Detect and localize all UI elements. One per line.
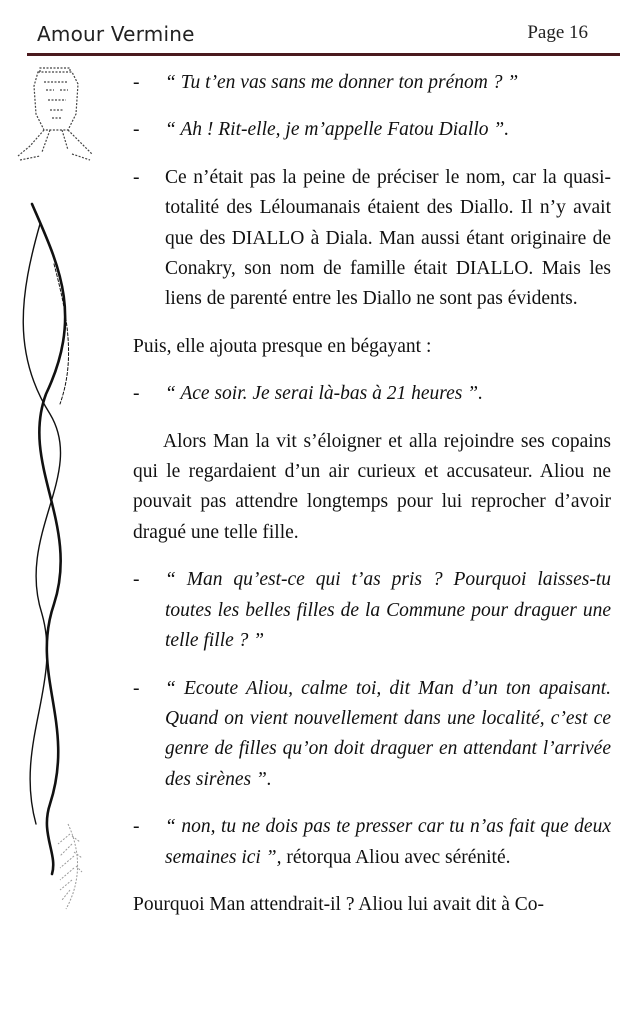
paragraph: Puis, elle ajouta presque en bégayant : <box>133 335 432 357</box>
paragraph: Alors Man la vit s’éloigner et alla rejoindre ses copains qui le regardaient d’un air curieux et accusateur. Aliou ne pouvait pas attendre longtemps pour lui reprocher d’avoir dragué une telle fille. <box>133 430 611 543</box>
narration-text: Ce n’était pas la peine de préciser le nom, car la quasi-totalité des Léloumanais étaient des Diallo. Il n’y avait que des DIALLO à Diala. Man aussi étant originaire de Conakry, son nom de famille était DIALLO. Mais les liens de parenté entre les Diallo ne sont pas évidents. <box>165 166 611 310</box>
feather-sketch-icon <box>58 824 82 909</box>
dialogue-attribution: rétorqua Aliou avec sérénité. <box>281 846 511 868</box>
twisted-vine-icon <box>23 204 68 874</box>
dialogue-dash: - <box>133 816 140 838</box>
narration-bullet <box>133 163 611 315</box>
dialogue-dash: - <box>133 72 140 93</box>
dialogue-dash: - <box>133 166 140 188</box>
dialogue-text: “ Ecoute Aliou, calme toi, dit Man d’un ton apaisant. Quand on vient nouvellement dans une localité, c’est ce genre de filles qu’on doit draguer en attendant l’arrivée des sirènes ”. <box>165 677 611 790</box>
page-number: Page 16 <box>527 22 588 43</box>
dialogue-text: “ non, tu ne dois pas te presser car tu n’as fait que deux semaines ici ”, <box>165 816 611 868</box>
dialogue-line <box>133 379 611 409</box>
book-title: Amour Vermine <box>37 22 195 46</box>
dialogue-dash: - <box>133 383 140 405</box>
dialogue-line <box>133 674 611 796</box>
body-text <box>133 68 611 937</box>
dialogue-text: “ Tu t’en vas sans me donner ton prénom ? ” <box>165 72 519 93</box>
header-rule <box>27 53 620 56</box>
dialogue-text: “ Man qu’est-ce qui t’as pris ? Pourquoi laisses-tu toutes les belles filles de la Commune pour draguer une telle fille ? ” <box>165 569 611 652</box>
dialogue-dash: - <box>133 119 140 141</box>
dialogue-text: “ Ah ! Rit-elle, je m’appelle Fatou Diallo ”. <box>165 119 510 141</box>
dialogue-line <box>133 565 611 656</box>
decorative-vine-ornament <box>10 64 110 914</box>
dialogue-line <box>133 115 611 145</box>
paragraph: Pourquoi Man attendrait-il ? Aliou lui avait dit à Co- <box>133 893 545 915</box>
dialogue-dash: - <box>133 569 140 591</box>
face-sketch-icon <box>18 68 92 160</box>
dialogue-line <box>133 68 611 98</box>
dialogue-text: “ Ace soir. Je serai là-bas à 21 heures ”. <box>165 383 483 405</box>
dialogue-dash: - <box>133 677 140 699</box>
dialogue-line <box>133 812 611 873</box>
page-header <box>0 0 640 60</box>
